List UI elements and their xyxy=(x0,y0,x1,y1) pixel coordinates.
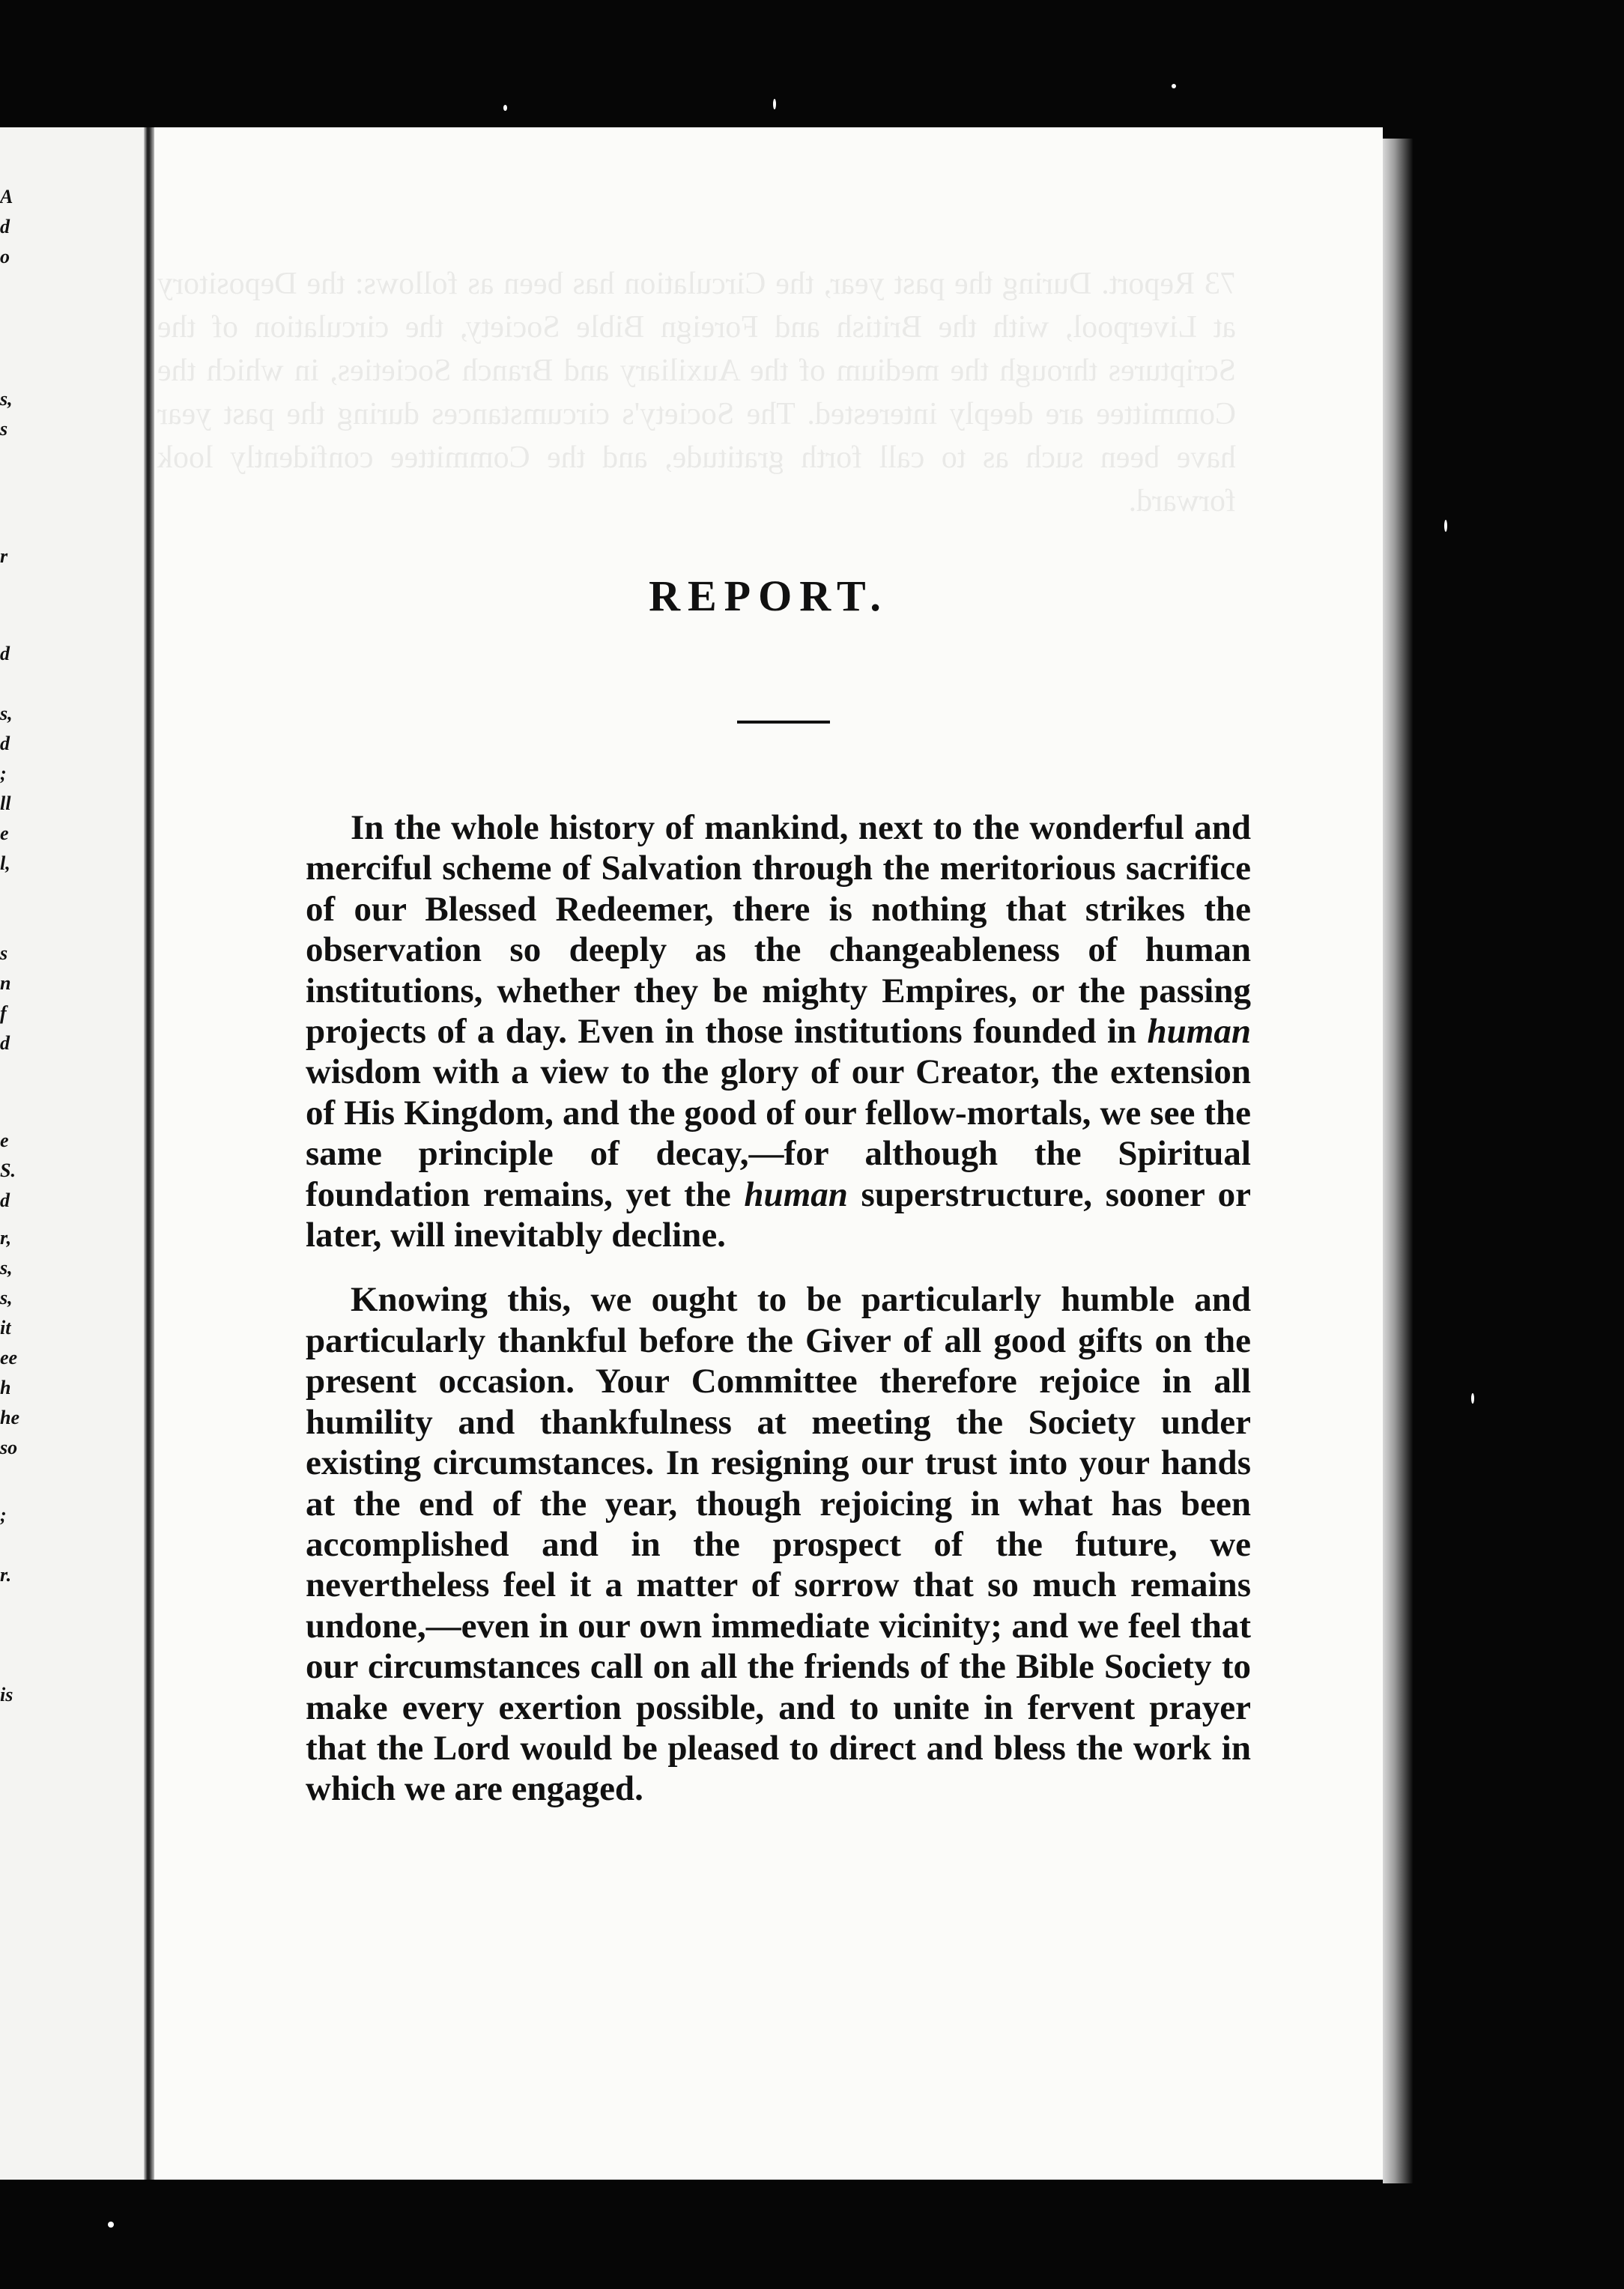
margin-fragment: A xyxy=(0,186,13,207)
paragraph-1-italic-a: human xyxy=(1147,1012,1251,1052)
margin-fragment: r xyxy=(0,545,8,567)
speck xyxy=(503,105,507,111)
previous-page-margin-text xyxy=(0,127,18,2180)
paragraph-1-italic-b: human xyxy=(744,1174,848,1214)
margin-fragment: d xyxy=(0,1032,10,1054)
margin-fragment: d xyxy=(0,733,10,754)
margin-fragment: s, xyxy=(0,1287,13,1309)
report-body xyxy=(306,807,1251,1810)
margin-fragment: n xyxy=(0,972,11,994)
margin-fragment: ; xyxy=(0,763,7,784)
report-paragraph-2: Knowing this, we ought to be particularly humble and particularly thankful before the Giver of all good gifts on the present occasion. Your Committee therefore rejoice in all humility and thankfulness at meeting the Society under existing circumstances. In resigning our trust into your hands at the end of the year, though rejoicing in what has been accomplished and in the prospect of the future, we nevertheless feel it a matter of sorrow that so much remains undone,—even in our own immediate vicinity; and we feel that our circumstances call on all the friends of the Bible Society to make every exertion possible, and to unite in fervent prayer that the Lord would be pleased to direct and bless the work in which we are engaged. xyxy=(306,1280,1251,1809)
margin-fragment: r, xyxy=(0,1227,12,1249)
margin-fragment: ; xyxy=(0,1504,7,1526)
speck xyxy=(773,99,776,109)
margin-fragment: so xyxy=(0,1437,18,1458)
margin-fragment: s, xyxy=(0,388,13,410)
paragraph-1-text-c: superstructure, sooner or later, will inevitably decline. xyxy=(306,1174,1252,1255)
paragraph-1-text-b: wisdom with a view to the glory of our Creator, the extension of His Kingdom, and the good of our fellow-mortals, we see the same principle of decay,—for although the Spiritual foundation remains, yet the xyxy=(306,1052,1251,1214)
margin-fragment: o xyxy=(0,246,10,267)
speck xyxy=(108,2222,114,2228)
margin-fragment: s, xyxy=(0,1257,13,1279)
speck xyxy=(1172,84,1176,88)
margin-fragment: e xyxy=(0,822,9,844)
margin-fragment: d xyxy=(0,643,10,664)
margin-fragment: s xyxy=(0,942,8,964)
margin-fragment: is xyxy=(0,1684,13,1706)
margin-fragment: e xyxy=(0,1130,9,1151)
margin-fragment: it xyxy=(0,1317,11,1338)
book-gutter xyxy=(144,127,154,2180)
margin-fragment: h xyxy=(0,1377,11,1398)
margin-fragment: he xyxy=(0,1407,19,1428)
margin-fragment: d xyxy=(0,1189,10,1211)
margin-fragment: ee xyxy=(0,1347,18,1368)
page-edge-shadow xyxy=(1383,139,1413,2183)
margin-fragment: S. xyxy=(0,1159,16,1181)
previous-page-fragment xyxy=(0,127,150,2180)
margin-fragment: l, xyxy=(0,852,10,874)
page-title: REPORT. xyxy=(649,572,888,620)
title-divider xyxy=(737,721,830,724)
margin-fragment: d xyxy=(0,216,10,237)
paragraph-1-text-a: In the whole history of mankind, next to the wonderful and merciful scheme of Salvation through the meritorious sacrifice of our Blessed Redeemer, there is nothing that strikes the observation so deeply as the changeableness of human institutions, whether they be mighty Empires, or the passing projects of a day. Even in those institutions founded in xyxy=(306,808,1251,1052)
margin-fragment: ll xyxy=(0,792,11,814)
margin-fragment: r. xyxy=(0,1564,12,1586)
margin-fragment: s xyxy=(0,418,8,440)
margin-fragment: f xyxy=(0,1002,7,1024)
speck xyxy=(1471,1393,1474,1404)
margin-fragment: s, xyxy=(0,703,13,724)
speck xyxy=(1444,520,1447,532)
report-paragraph-1 xyxy=(306,807,1251,1255)
